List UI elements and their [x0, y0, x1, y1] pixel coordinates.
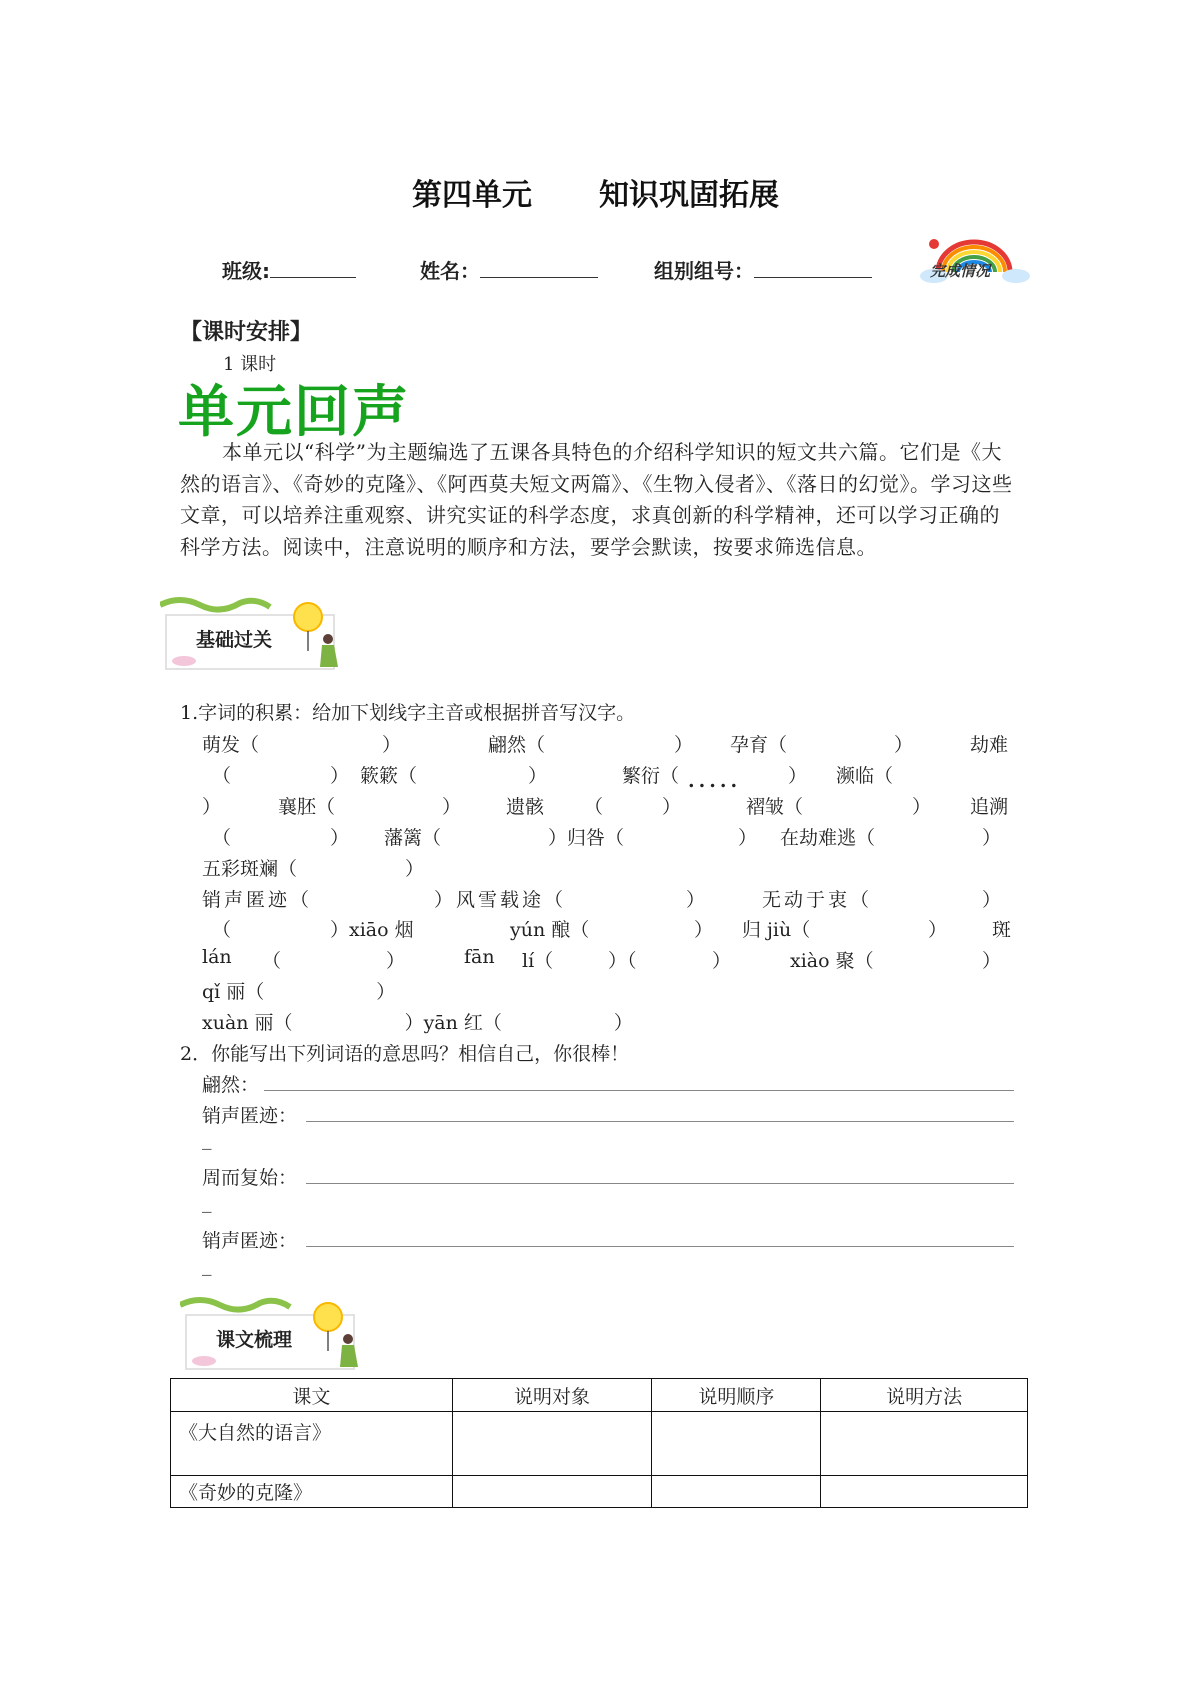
basics-tag-label: 基础过关 [196, 629, 273, 651]
q1-r4-f: 在劫难逃（ [780, 827, 876, 849]
q1-r6-e: ） [982, 889, 1005, 911]
q2-prompt: 2．你能写出下列词语的意思吗？相信自己，你很棒！ [180, 1043, 630, 1065]
group-label: 组别组号： [654, 259, 754, 283]
name-field [420, 255, 598, 284]
q1-r7-d: ） [694, 919, 714, 941]
q2-item-2: 销声匿迹： [202, 1105, 298, 1127]
badge-text: 完成情况 [930, 262, 991, 280]
q1-r7-g: 斑 [992, 919, 1012, 941]
q1-r8-b: （ [262, 950, 282, 972]
q1-r7-f: ） [928, 919, 948, 941]
q1-r6-c: ） [686, 889, 709, 911]
answer-cell[interactable] [652, 1476, 821, 1508]
class-label: 班级: [222, 259, 270, 283]
q1-r3-b: 襄胚（ [278, 796, 336, 818]
q1-r4-c: 藩篱（ [384, 827, 442, 849]
q2-dash-1: _ [202, 1128, 212, 1150]
unit-echo-banner: 单元回声 [178, 380, 410, 445]
q2-dash-3: _ [202, 1254, 212, 1276]
q1-r8-f: ）（ [608, 950, 637, 972]
name-blank[interactable] [480, 259, 598, 278]
col-header-order: 说明顺序 [652, 1379, 821, 1412]
lesson-name: 《大自然的语言》 [171, 1412, 453, 1476]
q1-row-5 [202, 854, 424, 881]
q1-r5-b: ） [405, 858, 425, 880]
q2-answer-line-3[interactable] [306, 1183, 1014, 1184]
q1-r3-f: ） [662, 796, 682, 818]
review-tag [180, 1295, 370, 1377]
q1-r1-f: ） [894, 734, 914, 756]
q1-r2-f: ） [788, 765, 808, 787]
q1-r8-c: ） [386, 950, 406, 972]
q1-r1-b: ） [382, 734, 402, 756]
q1-r4-a: （ [212, 827, 232, 849]
q1-r1-c: 翩然（ [488, 734, 546, 756]
schedule-heading: 【课时安排】 [180, 320, 313, 345]
q1-r2-a: （ [212, 765, 232, 787]
q1-r7-a: （ [212, 919, 232, 941]
q1-r2-e: 繁衍（ [622, 765, 680, 787]
intro-paragraph: 本单元以“科学”为主题编选了五课各具特色的介绍科学知识的短文共六篇。它们是《大然的语言》、《奇妙的克隆》、《阿西莫夫短文两篇》、《生物入侵者》、《落日的幻觉》。学习这些文章，可以培养注重观察、讲究实证的科学态度，求真创新的科学精神，还可以学习正确的科学方法。阅读中，注意说明的顺序和方法，要学会默读，按要求筛选信息。 [180, 440, 1013, 559]
q1-r6-a: 销声匿迹（ [202, 889, 313, 911]
q1-r3-h: ） [912, 796, 932, 818]
table-header-row [171, 1379, 1028, 1412]
q1-r9-a: qǐ 丽（ [202, 981, 265, 1003]
q1-r1-e: 孕育（ [730, 734, 788, 756]
q1-r7-e: 归 jiù（ [742, 919, 811, 941]
q1-r1-d: ） [674, 734, 694, 756]
name-label: 姓名： [420, 259, 480, 283]
emphasis-dots: ..... [688, 770, 742, 792]
table-row [171, 1476, 1028, 1508]
q2-answer-line-2[interactable] [306, 1121, 1014, 1122]
q1-r10-b: ）yān 红（ [404, 1012, 502, 1034]
title-topic: 知识巩固拓展 [598, 178, 779, 213]
table-row [171, 1412, 1028, 1476]
review-tag-label: 课文梳理 [216, 1329, 293, 1351]
q1-r3-i: 追溯 [970, 796, 1009, 818]
q1-r2-c: 簌簌（ [360, 765, 418, 787]
q2-answer-line-1[interactable] [264, 1090, 1014, 1091]
class-blank[interactable] [270, 259, 356, 278]
q1-r2-b: ） [330, 765, 350, 787]
class-field [222, 255, 356, 284]
completion-badge [920, 232, 1030, 288]
q1-r7-c: yún 酿（ [510, 919, 590, 941]
answer-cell[interactable] [652, 1412, 821, 1476]
q1-r3-d: 遗骸 [506, 796, 545, 818]
q1-r5-a: 五彩斑斓（ [202, 858, 298, 880]
q1-row-9 [202, 977, 395, 1004]
q1-r8-i: ） [982, 950, 1002, 972]
q2-item-3: 周而复始： [202, 1167, 298, 1189]
q2-item-4: 销声匿迹： [202, 1230, 298, 1252]
q2-answer-line-4[interactable] [306, 1246, 1014, 1247]
answer-cell[interactable] [821, 1476, 1028, 1508]
q1-r9-b: ） [376, 981, 396, 1003]
q1-r8-g: ） [712, 950, 732, 972]
q1-r1-g: 劫难 [970, 734, 1009, 756]
q1-r3-a: ） [202, 796, 222, 818]
lesson-name: 《奇妙的克隆》 [171, 1476, 453, 1508]
group-blank[interactable] [754, 259, 872, 278]
q1-r8-h: xiào 聚（ [790, 950, 874, 972]
q1-r2-g: 濒临（ [836, 765, 894, 787]
q1-r8-d: fān [464, 946, 495, 968]
q1-row-10 [202, 1008, 633, 1035]
q1-r3-g: 褶皱（ [746, 796, 804, 818]
q2-item-1: 翩然： [202, 1074, 260, 1096]
answer-cell[interactable] [452, 1412, 652, 1476]
schedule-value: 1 课时 [223, 354, 277, 375]
q1-r4-e: ） [738, 827, 758, 849]
q1-r4-d: ）归咎（ [548, 827, 625, 849]
q1-prompt: 1.字词的积累：给加下划线字主音或根据拼音写汉字。 [180, 702, 636, 724]
q1-r3-e: （ [584, 796, 604, 818]
col-header-object: 说明对象 [452, 1379, 652, 1412]
q1-r10-c: ） [613, 1012, 633, 1034]
q1-r4-b: ） [330, 827, 350, 849]
q1-r6-d: 无动于衷（ [762, 889, 873, 911]
q1-r8-a: lán [202, 946, 232, 968]
title-unit: 第四单元 [412, 178, 533, 213]
col-header-method: 说明方法 [821, 1379, 1028, 1412]
q1-r7-b: ）xiāo 烟 [330, 919, 414, 941]
answer-cell[interactable] [452, 1476, 652, 1508]
q1-r8-e: lí（ [522, 950, 554, 972]
q1-r1-a: 萌发（ [202, 734, 260, 756]
q1-r2-d: ） [528, 765, 548, 787]
q1-r10-a: xuàn 丽（ [202, 1012, 293, 1034]
page-title [0, 170, 1191, 214]
basics-tag [160, 595, 350, 677]
q1-r4-g: ） [982, 827, 1002, 849]
q2-dash-2: _ [202, 1191, 212, 1213]
group-field [654, 255, 872, 284]
q1-r6-b: ）风雪载途（ [434, 889, 567, 911]
lesson-summary-table [170, 1378, 1028, 1508]
q1-r3-c: ） [442, 796, 462, 818]
answer-cell[interactable] [821, 1412, 1028, 1476]
col-header-lesson: 课文 [171, 1379, 453, 1412]
